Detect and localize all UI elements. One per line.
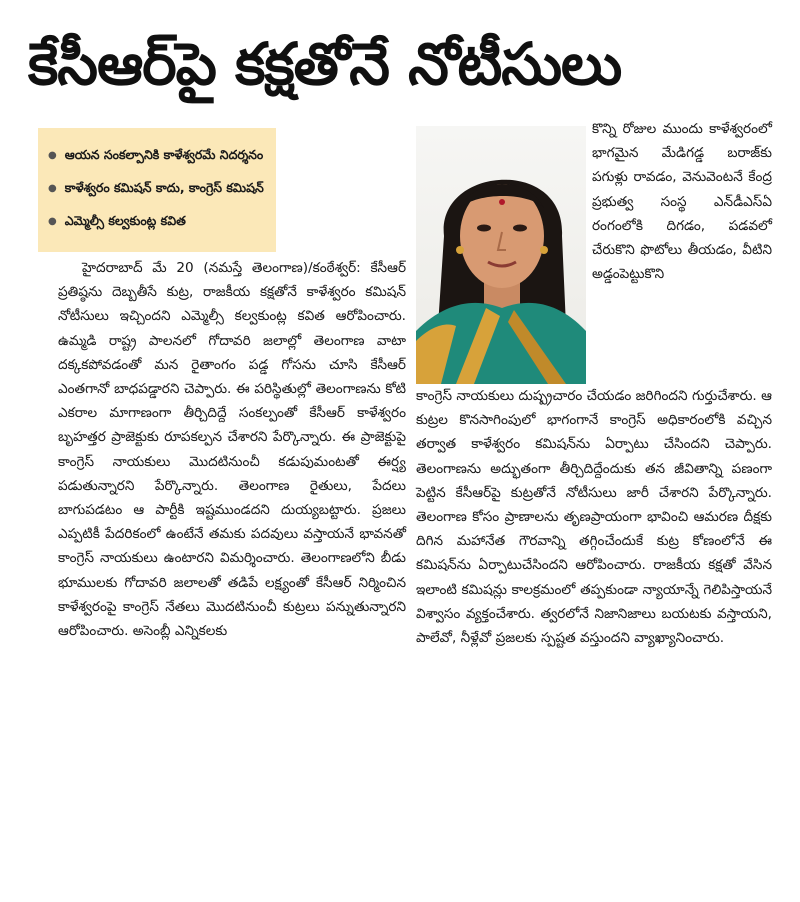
bullet-dot-icon: ● [48,216,57,227]
article-body-right-top [592,117,772,385]
body-paragraph: హైదరాబాద్ మే 20 (నమస్తే తెలంగాణ)/కంఠేశ్వర్: కేసీఆర్ ప్రతిష్ఠను దెబ్బతీసే కుట్ర, రాజకీయ కక్షతోనే కాళేశ్వరం కమిషన్ నోటీసులు ఇచ్చిందని ఎమ్మెల్సీ కల్వకుంట్ల కవిత ఆరోపించారు. ఉమ్మడి రాష్ట్ర పాలనలో గోదావరి జలాల్లో తెలంగాణ వాటా దక్కకపోవడంతో మన రైతాంగం పడ్డ గోసను చూసి కేసీఆర్ ఎంతగానో బాధపడ్డారని చెప్పారు. ఈ పరిస్థితుల్లో తెలంగాణను కోటి ఎకరాల మాగాణంగా తీర్చిదిద్దే సంకల్పంతో కేసీఆర్ కాళేశ్వరం బృహత్తర ప్రాజెక్టుకు రూపకల్పన చేశారని పేర్కొన్నారు. ఈ ప్రాజెక్టుపై కాంగ్రెస్ నాయకులు మొదటినుంచీ కడుపుమంటతో ఈర్ష్య పడుతున్నారని పేర్కొన్నారు. తెలంగాణ రైతులు, పేదలు బాగుపడటం ఆ పార్టీకి ఇష్టముండదని దుయ్యబట్టారు. ప్రజలు ఎప్పటికీ పేదరికంలో ఉంటేనే తమకు పదవులు వస్తాయనే భావనతో కాంగ్రెస్ నాయకులు ఉంటారని విమర్శించారు. తెలంగాణలోని బీడు భూములకు గోదావరి జలాలతో తడిపే లక్ష్యంతో కేసీఆర్ నిర్మించిన కాళేశ్వరంపై కాంగ్రెస్ నేతలు మొదటినుంచీ కుట్రలు పన్నుతున్నారని ఆరోపించారు. అసెంబ్లీ ఎన్నికలకు [58,260,406,640]
highlight-item [48,204,268,237]
bullet-dot-icon: ● [48,150,57,161]
body-paragraph: కాంగ్రెస్ నాయకులు దుష్ప్రచారం చేయడం జరిగిందని గుర్తుచేశారు. ఆ కుట్రల కొనసాగింపులో భాగంగానే కాంగ్రెస్ అధికారంలోకి వచ్చిన తర్వాత కాళేశ్వరం కమిషన్‌ను ఏర్పాటు చేసిందని చెప్పారు. తెలంగాణను అద్భుతంగా తీర్చిదిద్దేందుకు తన జీవితాన్ని పణంగా పెట్టిన కేసీఆర్‌పై కుట్రతోనే నోటీసులు జారీ చేశారని పేర్కొన్నారు. తెలంగాణ కోసం ప్రాణాలను తృణప్రాయంగా భావించి ఆమరణ దీక్షకు దిగిన మహానేత గౌరవాన్ని తగ్గించేందుకే కుట్ర కోణంలోనే ఈ కమిషన్‌ను ఏర్పాటుచేసిందని ఆరోపించారు. రాజకీయ కక్షతో వేసిన ఇలాంటి కమిషన్లు కాలక్రమంలో తప్పకుండా న్యాయాన్నే గెలిపిస్తాయనే విశ్వాసం వ్యక్తంచేశారు. త్వరలోనే నిజానిజాలు బయటకు వస్తాయని, పాలేవో, నీళ్లేవో ప్రజలకు స్పష్టత వస్తుందని వ్యాఖ్యానించారు. [416,388,772,647]
body-paragraph: కొన్ని రోజుల ముందు కాళేశ్వరంలో భాగమైన మేడిగడ్డ బరాజ్‌కు పగుళ్లు రావడం, వెనువెంటనే కేంద్ర ప్రభుత్వ సంస్థ ఎన్‌డీఎస్‌ఏ రంగంలోకి దిగడం, పడవలో చేరుకొని ఫొటోలు తీయడం, వీటిని అడ్డంపెట్టుకొని [592,121,772,283]
bullet-dot-icon: ● [48,183,57,194]
portrait-illustration [416,126,586,384]
highlight-item [48,171,268,204]
highlight-text: కాళేశ్వరం కమిషన్ కాదు, కాంగ్రెస్ కమిషన్ [64,180,264,195]
article-body-left [58,256,406,876]
article-headline: కేసీఆర్‌పై కక్షతోనే నోటీసులు [28,30,622,98]
article-body-right [416,384,772,874]
highlight-item [48,138,268,171]
highlight-text: ఆయన సంకల్పానికి కాళేశ్వరమే నిదర్శనం [64,147,264,162]
portrait-photo [416,126,586,384]
highlight-text: ఎమ్మెల్సీ కల్వకుంట్ల కవిత [64,213,186,228]
highlights-box [38,128,276,252]
